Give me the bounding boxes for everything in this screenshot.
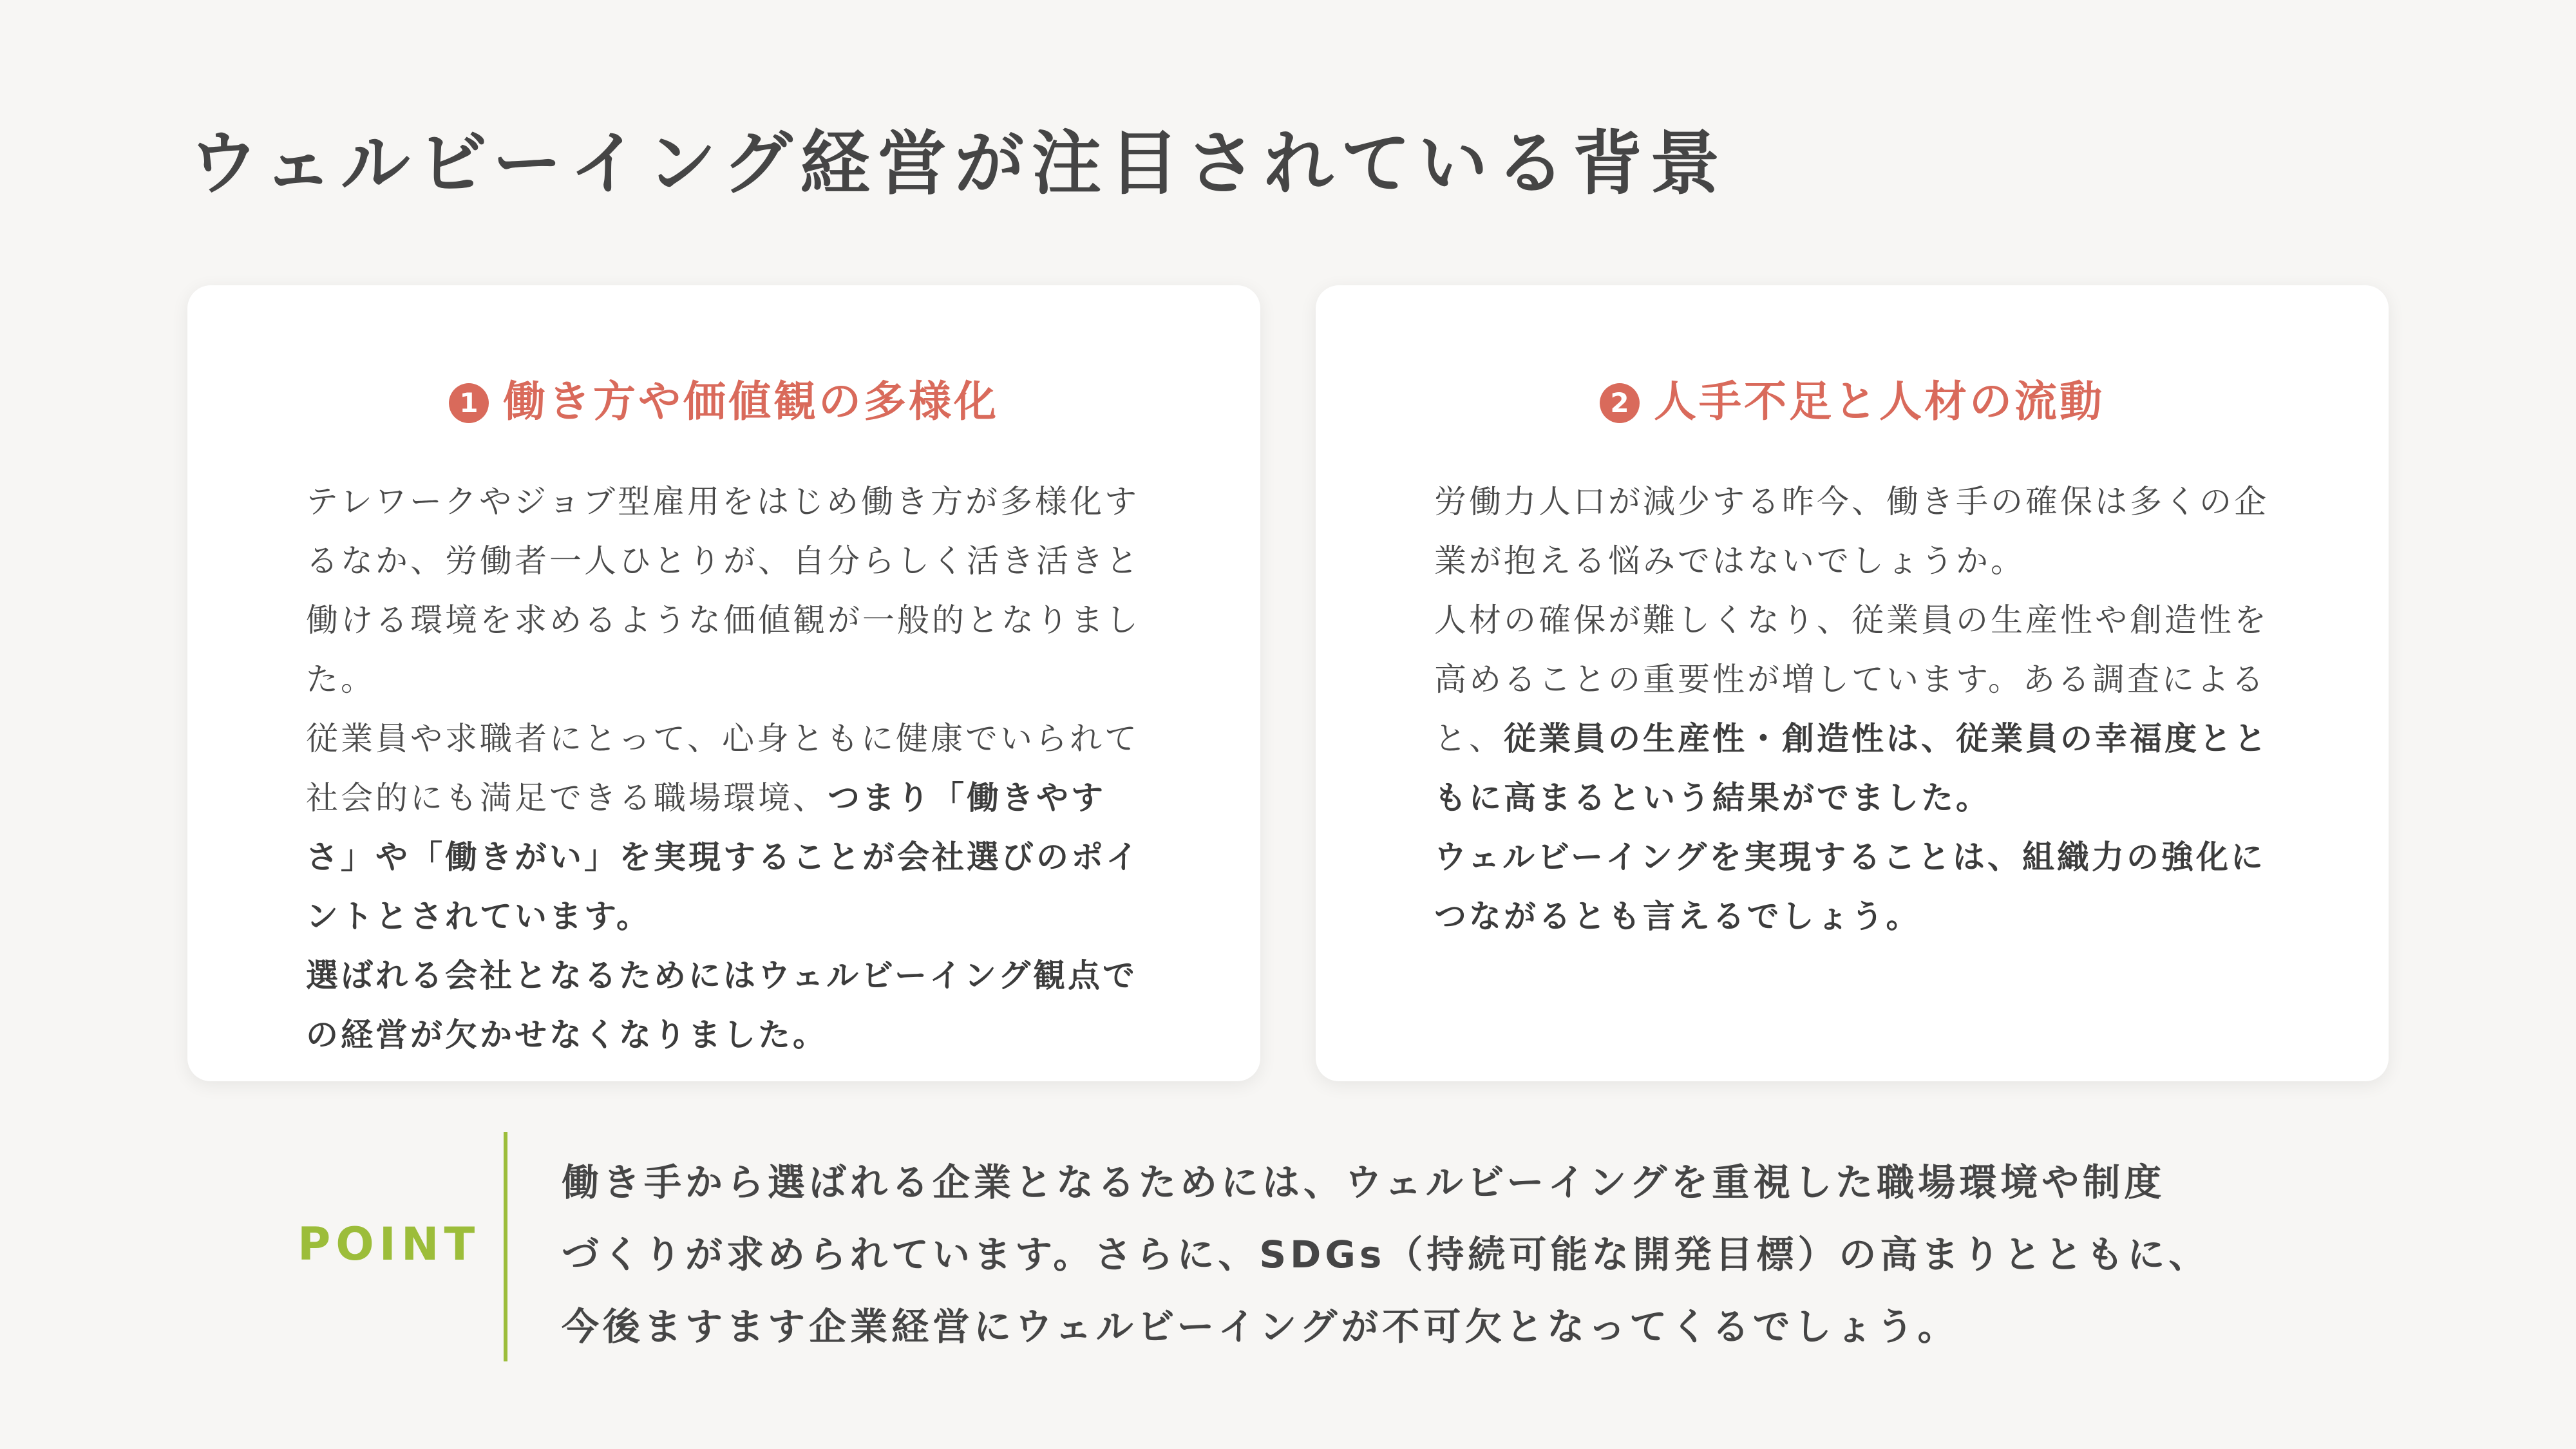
card-body-text: テレワークやジョブ型雇用をはじめ働き方が多様化するなか、労働者一人ひとりが、自分らしく活き活きと働ける環境を求めるような価値観が一般的となりました。 従業員や求職者にとって、心身ともに健康でいられて社会的にも満足できる職場環境、: [306, 483, 1141, 817]
point-line: づくりが求められています。さらに、SDGs（持続可能な開発目標）の高まりとともに、: [562, 1233, 2210, 1276]
card-body: [306, 472, 1151, 1065]
number-one-badge: 1: [449, 383, 489, 423]
point-line: 今後ますます企業経営にウェルビーイングが不可欠となってくるでしょう。: [562, 1305, 1959, 1349]
card-heading: [1316, 374, 2389, 430]
point-divider: [504, 1132, 507, 1361]
card-body-bold-text: つまり「働きやすさ」や「働きがい」を実現することが会社選びのポイントとされています。 選ばれる会社となるためにはウェルビーイング観点での経営が欠かせなくなりました。: [306, 779, 1141, 1054]
page-title: ウェルビーイング経営が注目されている背景: [189, 124, 1728, 204]
card-heading-label: 働き方や価値観の多様化: [503, 377, 999, 426]
card-diversification: [187, 285, 1260, 1081]
point-text: [562, 1146, 2287, 1363]
number-two-badge: 2: [1600, 383, 1640, 423]
point-line: 働き手から選ばれる企業となるためには、ウェルビーイングを重視した職場環境や制度: [562, 1160, 2166, 1204]
card-heading: [187, 374, 1260, 430]
card-labor-shortage: [1316, 285, 2389, 1081]
card-body-text: 労働力人口が減少する昨今、働き手の確保は多くの企業が抱える悩みではないでしょうか。 人材の確保が難しくなり、従業員の生産性や創造性を高めることの重要性が増しています。ある調査によると、: [1434, 483, 2269, 757]
card-heading-label: 人手不足と人材の流動: [1654, 377, 2105, 426]
card-body: [1434, 472, 2279, 946]
card-body-bold-text: 従業員の生産性・創造性は、従業員の幸福度とともに高まるという結果がでました。 ウェルビーイングを実現することは、組織力の強化につながるとも言えるでしょう。: [1434, 720, 2269, 935]
point-label: POINT: [298, 1218, 480, 1271]
